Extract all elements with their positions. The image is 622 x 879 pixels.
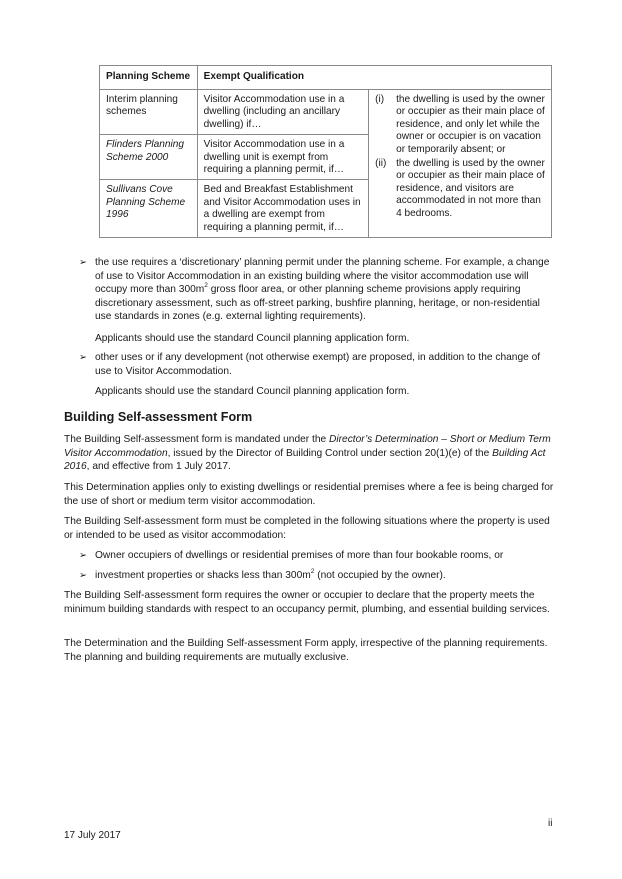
paragraph-text: , and effective from 1 July 2017. (86, 461, 231, 473)
paragraph (64, 433, 558, 474)
table-cell-qualification: Visitor Accommodation use in a dwelling unit is exempt from requiring a planning permit, if… (197, 135, 368, 180)
paragraph: The Building Self-assessment form must be completed in the following situations where the property is used or intended to be used as visitor accommodation: (64, 516, 550, 541)
paragraph: The Building Self-assessment form requires the owner or occupier to declare that the property meets the minimum building standards with respect to an occupancy permit, plumbing, and essential building services. (64, 590, 550, 615)
condition-number: (i) (375, 94, 385, 105)
bullet-text: other uses or if any development (not otherwise exempt) are proposed, in addition to the change of use to Visitor Accommodation. (95, 352, 541, 377)
paragraph: The Determination and the Building Self-assessment Form apply, irrespective of the planning requirements. The planning and building requirements are mutually exclusive. (64, 638, 548, 663)
superscript: 2 (204, 281, 208, 289)
bullet-text (95, 569, 557, 583)
applicants-note: Applicants should use the standard Council planning application form. (95, 333, 410, 344)
arrow-bullet-icon: ➢ (79, 257, 87, 268)
bullet-text-part: the use requires a ‘discretionary’ planning permit under the planning scheme. For example, a change of use to Visitor Accommodation in an existing building where the visitor accommodation use will occupy more than 300m (95, 257, 550, 296)
bullet-owner-occupiers (79, 549, 557, 563)
applicants-note: Applicants should use the standard Council planning application form. (95, 386, 410, 397)
bullet-text (95, 256, 557, 324)
paragraph: This Determination applies only to existing dwellings or residential premises where a fee is being charged for the use of short or medium term visitor accommodation. (64, 482, 554, 507)
bullet-discretionary-permit (79, 256, 557, 324)
condition-text: the dwelling is used by the owner or occupier as their main place of residence, and visitors are accommodated in not more than 4 bedrooms. (396, 158, 545, 219)
arrow-bullet-icon: ➢ (79, 550, 87, 561)
table-cell-qualification: Bed and Breakfast Establishment and Visitor Accommodation uses in a dwelling are exempt from requiring a planning permit, if… (197, 180, 368, 238)
table-cell-scheme: Interim planning schemes (100, 90, 198, 135)
footer-date: 17 July 2017 (64, 830, 121, 841)
section-heading: Building Self-assessment Form (64, 410, 253, 424)
bullet-text-part: gross floor area, or other planning scheme provisions apply requiring discretionary assessment, such as off-street parking, bushfire planning, heritage, or non-residential use standards in zones (e.g. external lighting requirements). (95, 284, 540, 323)
page-number: ii (548, 818, 553, 829)
table-row (100, 90, 552, 135)
table-header-planning-scheme: Planning Scheme (100, 66, 198, 90)
condition-number: (ii) (375, 158, 387, 170)
bullet-other-uses (79, 351, 557, 378)
table-cell-scheme: Sullivans Cove Planning Scheme 1996 (100, 180, 198, 238)
exemption-table (99, 65, 552, 238)
paragraph-text: The Building Self-assessment form is mandated under the (64, 434, 330, 445)
bullet-text-part: investment properties or shacks less than 300m (95, 570, 311, 581)
table-cell-qualification: Visitor Accommodation use in a dwelling (including an ancillary dwelling) if… (197, 90, 368, 135)
bullet-investment-properties (79, 569, 557, 583)
table-header-exempt-qualification: Exempt Qualification (197, 66, 551, 90)
determination-title: Director’s Determination – Short or Medium Term Visitor Accommodation (64, 434, 551, 459)
condition-item (375, 158, 546, 220)
paragraph-text: , issued by the Director of Building Control under section 20(1)(e) of the (167, 447, 493, 459)
condition-text: the dwelling is used by the owner or occupier as their main place of residence, and only let while the owner or occupier is on vacation or temporarily absent; or (396, 94, 545, 155)
arrow-bullet-icon: ➢ (79, 570, 87, 581)
condition-item (375, 94, 546, 156)
table-header-row (100, 66, 552, 90)
act-title: Building Act 2016 (64, 447, 546, 473)
arrow-bullet-icon: ➢ (79, 352, 87, 363)
table-cell-conditions (369, 90, 552, 238)
superscript: 2 (310, 567, 315, 575)
bullet-text: Owner occupiers of dwellings or residential premises of more than four bookable rooms, or (95, 550, 504, 561)
table-cell-scheme: Flinders Planning Scheme 2000 (100, 135, 198, 180)
bullet-text-part: (not occupied by the owner). (314, 570, 446, 581)
